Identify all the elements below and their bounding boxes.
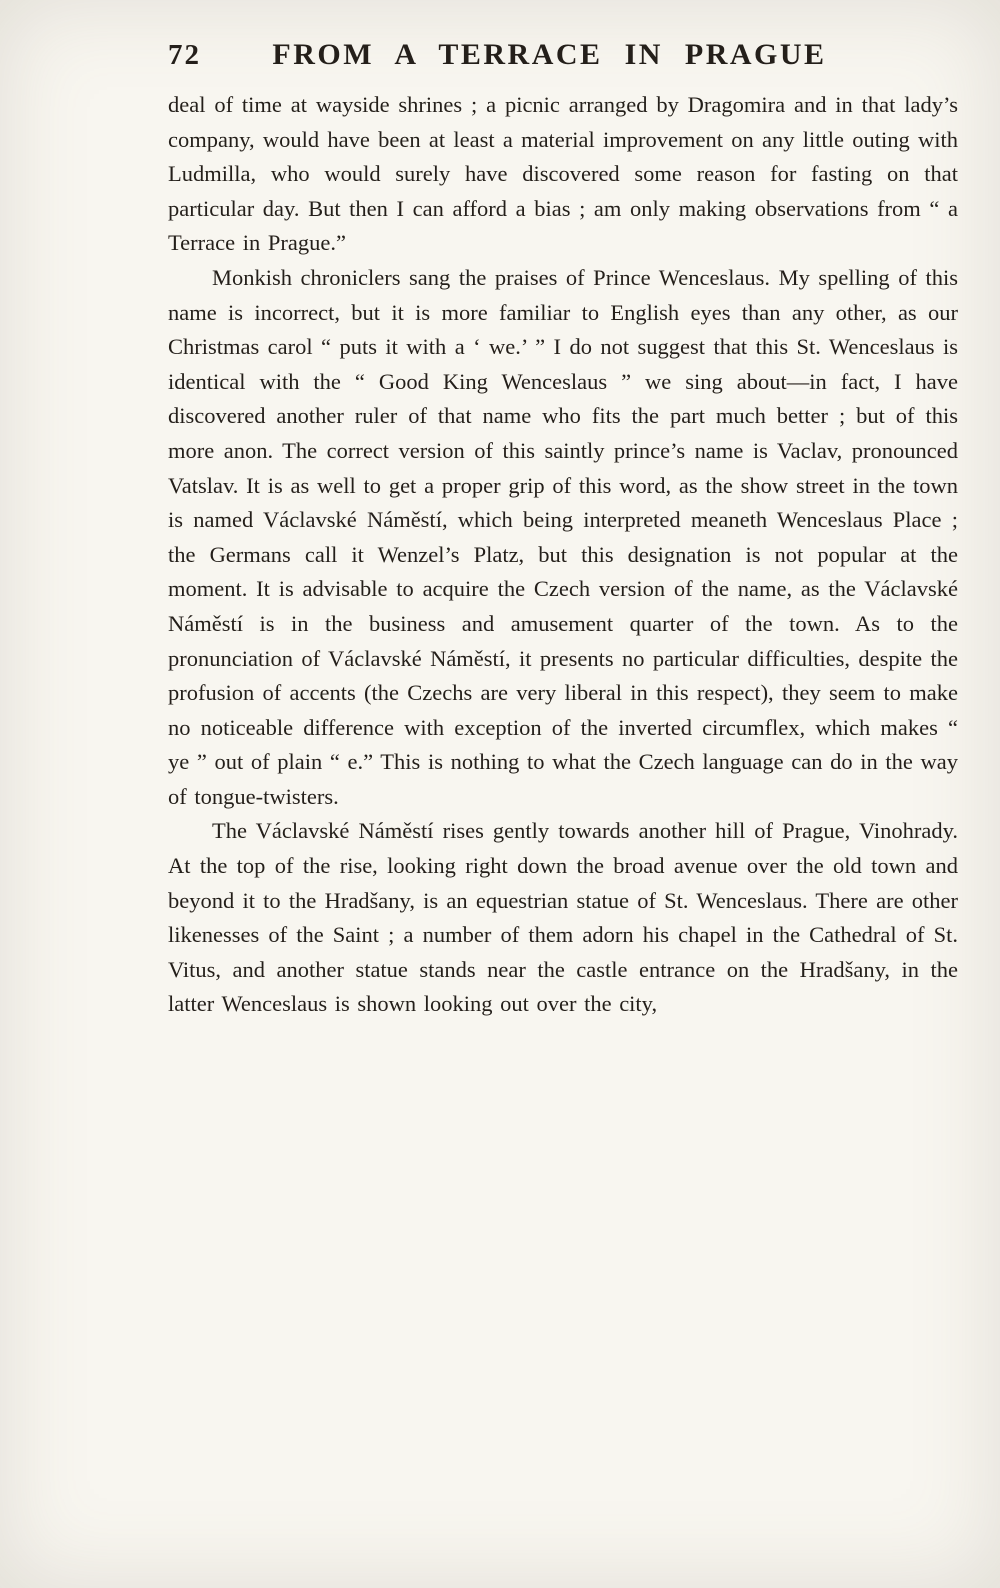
page-number: 72 [168, 39, 201, 71]
paragraph: The Václavské Náměstí rises gently towards another hill of Prague, Vinohrady. At the top of the rise, looking right down the broad avenue over the old town and beyond it to the Hradšany, is an equestrian statue of St. Wenceslaus. There are other likenesses of the Saint ; a number of them adorn his chapel in the Cathedral of St. Vitus, and another statue stands near the castle entrance on the Hradšany, in the latter Wenceslaus is shown looking out over the city, [168, 818, 958, 1017]
paragraph: deal of time at wayside shrines ; a picnic arranged by Dragomira and in that lady’s company, would have been at least a material improvement on any little outing with Ludmilla, who would surely have discovered some reason for fasting on that particular day. But then I can afford a bias ; am only making observations from “ a Terrace in Prague.” [168, 92, 958, 256]
page-content [168, 38, 958, 1022]
paragraph: Monkish chroniclers sang the praises of Prince Wenceslaus. My spelling of this name is incorrect, but it is more familiar to English eyes than any other, as our Christmas carol “ puts it with a ‘ we.’ ” I do not suggest that this St. Wenceslaus is identical with the “ Good King Wenceslaus ” we sing about—in fact, I have discovered another ruler of that name who fits the part much better ; but of this more anon. The correct version of this saintly prince’s name is Vaclav, pronounced Vatslav. It is as well to get a proper grip of this word, as the show street in the town is named Václavské Náměstí, which being interpreted meaneth Wenceslaus Place ; the Germans call it Wenzel’s Platz, but this designation is not popular at the moment. It is advisable to acquire the Czech version of the name, as the Václavské Náměstí is in the business and amusement quarter of the town. As to the pronunciation of Václavské Náměstí, it presents no particular difficulties, despite the profusion of accents (the Czechs are very liberal in this respect), they seem to make no noticeable difference with exception of the inverted circumflex, which makes “ ye ” out of plain “ e.” This is nothing to what the Czech language can do in the way of tongue-twisters. [168, 264, 958, 809]
page-title: FROM A TERRACE IN PRAGUE [272, 38, 827, 71]
body-text [168, 88, 958, 1022]
running-head [168, 38, 958, 72]
